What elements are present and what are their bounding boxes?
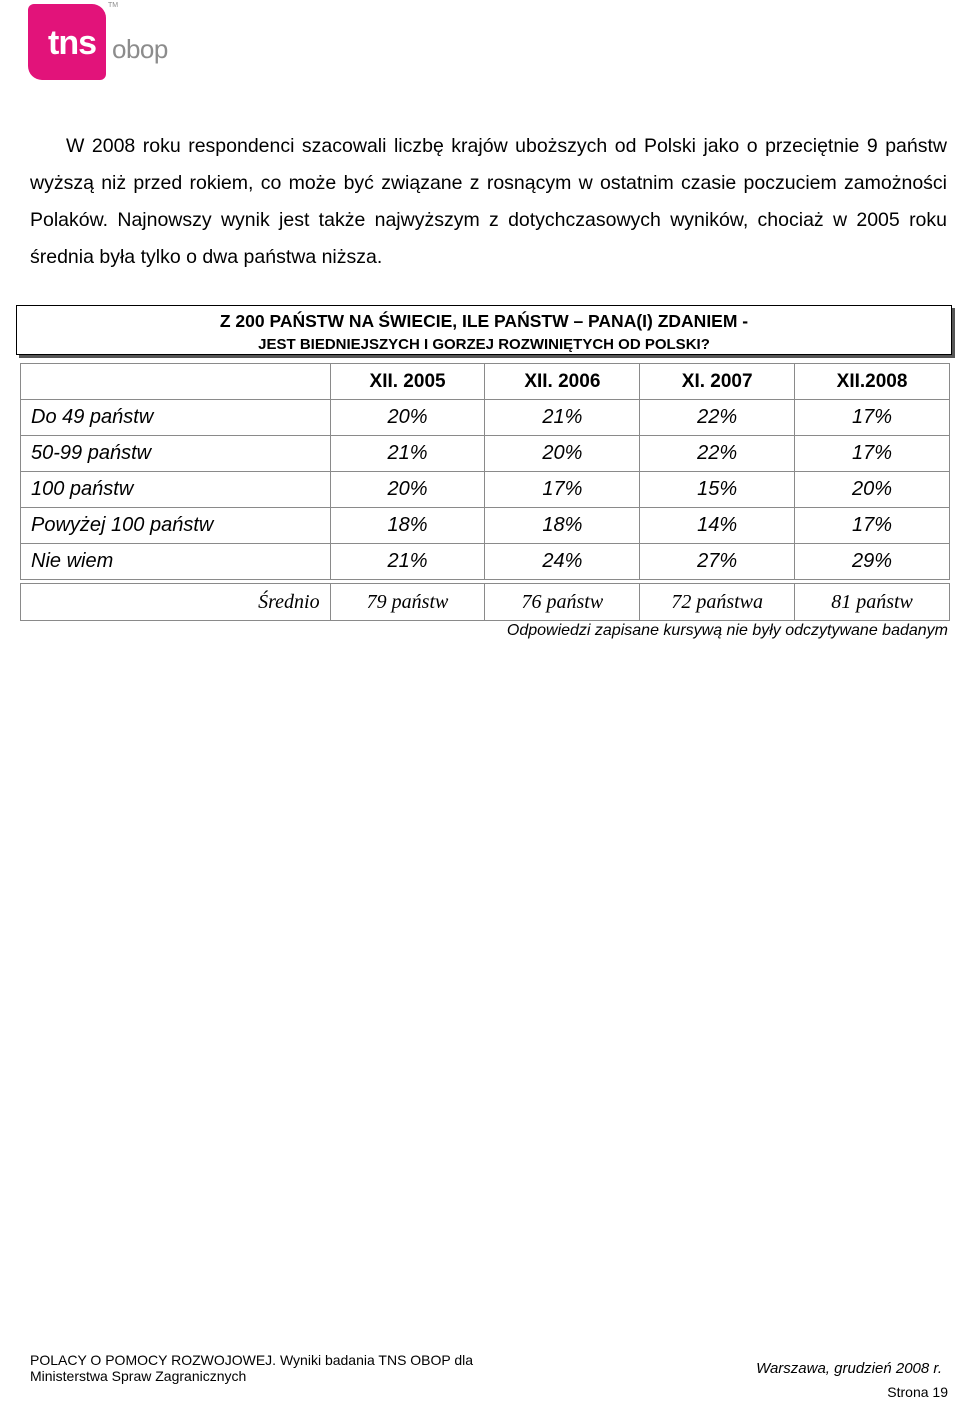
question-box — [16, 305, 952, 355]
column-header: XII. 2006 — [485, 364, 640, 400]
question-line-2: JEST BIEDNIEJSZYCH I GORZEJ ROZWINIĘTYCH OD POLSKI? — [258, 336, 710, 353]
row-label: Powyżej 100 państw — [21, 508, 331, 544]
column-header: XI. 2007 — [640, 364, 795, 400]
cell-value: 27% — [640, 544, 795, 580]
table-row — [21, 544, 950, 580]
footer-report-title — [30, 1352, 473, 1384]
cell-value: 15% — [640, 472, 795, 508]
row-label: 100 państw — [21, 472, 331, 508]
footer-line-1: POLACY O POMOCY ROZWOJOWEJ. Wyniki badania TNS OBOP dla — [30, 1352, 474, 1368]
average-value: 81 państw — [795, 584, 950, 621]
table-row — [21, 436, 950, 472]
table-row — [21, 472, 950, 508]
cell-value: 21% — [485, 400, 640, 436]
table-note: Odpowiedzi zapisane kursywą nie były odczytywane badanym — [506, 622, 948, 639]
table-row — [21, 400, 950, 436]
column-header: XII.2008 — [795, 364, 950, 400]
question-line-1: Z 200 PAŃSTW NA ŚWIECIE, ILE PAŃSTW – PANA(I) ZDANIEM - — [219, 311, 749, 331]
cell-value: 20% — [330, 400, 485, 436]
average-value: 79 państw — [330, 584, 485, 621]
cell-value: 17% — [795, 436, 950, 472]
cell-value: 17% — [485, 472, 640, 508]
table-header-row — [21, 364, 950, 400]
logo-sub-text: obop — [112, 34, 168, 64]
logo-brand-text: tns — [48, 24, 96, 62]
cell-value: 17% — [795, 400, 950, 436]
body-paragraph: W 2008 roku respondenci szacowali liczbę krajów uboższych od Polski jako o przeciętnie 9 państw wyższą niż przed rokiem, co może być związane z rosnącym w ostatnim czasie poczuciem zamożności Polaków. Najnowszy wynik jest także najwyższym z dotychczasowych wyników, chociaż w 2005 roku średnia była tylko o dwa państwa niższa. — [30, 135, 947, 268]
cell-value: 29% — [795, 544, 950, 580]
row-label: 50-99 państw — [21, 436, 331, 472]
table-row — [21, 508, 950, 544]
cell-value: 22% — [640, 400, 795, 436]
footer-date: Warszawa, grudzień 2008 r. — [756, 1360, 942, 1377]
column-header: XII. 2005 — [330, 364, 485, 400]
results-table — [20, 363, 950, 580]
footer-line-2: Ministerstwa Spraw Zagranicznych — [30, 1368, 247, 1384]
row-label: Nie wiem — [21, 544, 331, 580]
logo-trademark: TM — [108, 2, 119, 9]
cell-value: 17% — [795, 508, 950, 544]
cell-value: 18% — [330, 508, 485, 544]
average-value: 76 państw — [485, 584, 640, 621]
cell-value: 22% — [640, 436, 795, 472]
average-label: Średnio — [21, 584, 331, 621]
row-label: Do 49 państw — [21, 400, 331, 436]
average-row — [21, 584, 950, 621]
cell-value: 24% — [485, 544, 640, 580]
page-number: Strona 19 — [887, 1384, 948, 1400]
average-value: 72 państwa — [640, 584, 795, 621]
cell-value: 18% — [485, 508, 640, 544]
cell-value: 21% — [330, 544, 485, 580]
cell-value: 20% — [330, 472, 485, 508]
cell-value: 20% — [485, 436, 640, 472]
cell-value: 14% — [640, 508, 795, 544]
cell-value: 20% — [795, 472, 950, 508]
header-blank — [21, 364, 331, 400]
average-table — [20, 583, 950, 621]
cell-value: 21% — [330, 436, 485, 472]
tns-obop-logo — [28, 2, 178, 82]
